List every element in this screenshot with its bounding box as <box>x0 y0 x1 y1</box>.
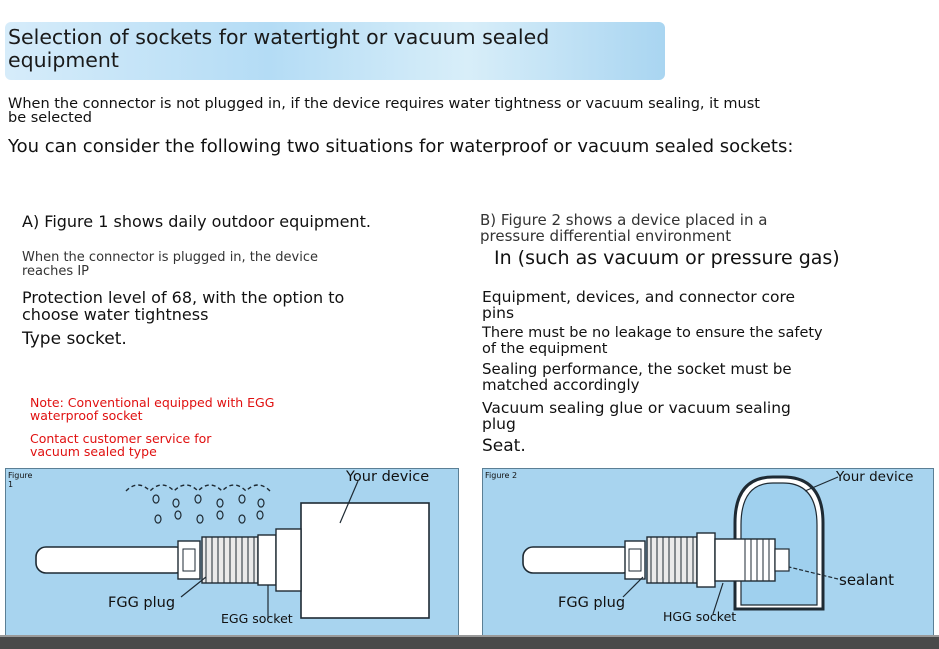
right-paragraph-2: There must be no leakage to ensure the safety of the equipment <box>482 325 823 357</box>
right-paragraph-5: Seat. <box>482 436 526 456</box>
figure-1-panel <box>5 468 459 638</box>
figure-1-plug-label: FGG plug <box>108 595 176 611</box>
note-text: Note: Conventional equipped with EGG waterproof socket <box>30 395 275 423</box>
right-paragraph-1: Equipment, devices, and connector core pins <box>482 288 796 322</box>
figure-1-device-label: Your device <box>346 469 430 485</box>
page-title: Selection of sockets for watertight or vacuum sealed equipment <box>8 25 550 72</box>
figure-2-sealant-label: sealant <box>839 571 894 589</box>
right-paragraph-4: Vacuum sealing glue or vacuum sealing plug <box>482 399 791 433</box>
figure-1-label: Figure 1 <box>8 471 33 489</box>
left-body: Protection level of 68, with the option to choose water tightness <box>22 288 345 324</box>
figure-2-label: Figure 2 <box>485 471 518 480</box>
left-body-2: Type socket. <box>22 329 127 349</box>
figure-1-socket-label: EGG socket <box>221 611 293 626</box>
right-heading: B) Figure 2 shows a device placed in a pressure differential environment <box>480 211 768 245</box>
intro-text: When the connector is not plugged in, if the device requires water tightness or vacuum sealing, it must be selected <box>8 96 760 126</box>
right-heading-2: In (such as vacuum or pressure gas) <box>494 247 840 269</box>
bottom-bar <box>0 637 939 649</box>
figure-2-socket-label: HGG socket <box>663 609 737 624</box>
figure-2-device-label: Your device <box>836 469 914 485</box>
left-subtext: When the connector is plugged in, the device reaches IP <box>22 250 318 279</box>
note-contact-text: Contact customer service for vacuum sealed type <box>30 431 212 459</box>
left-heading: A) Figure 1 shows daily outdoor equipment. <box>22 212 371 231</box>
intro-subheading: You can consider the following two situations for waterproof or vacuum sealed sockets: <box>8 136 794 157</box>
figure-2-plug-label: FGG plug <box>558 595 626 611</box>
right-paragraph-3: Sealing performance, the socket must be matched accordingly <box>482 360 792 394</box>
figure-2-panel <box>482 468 934 638</box>
